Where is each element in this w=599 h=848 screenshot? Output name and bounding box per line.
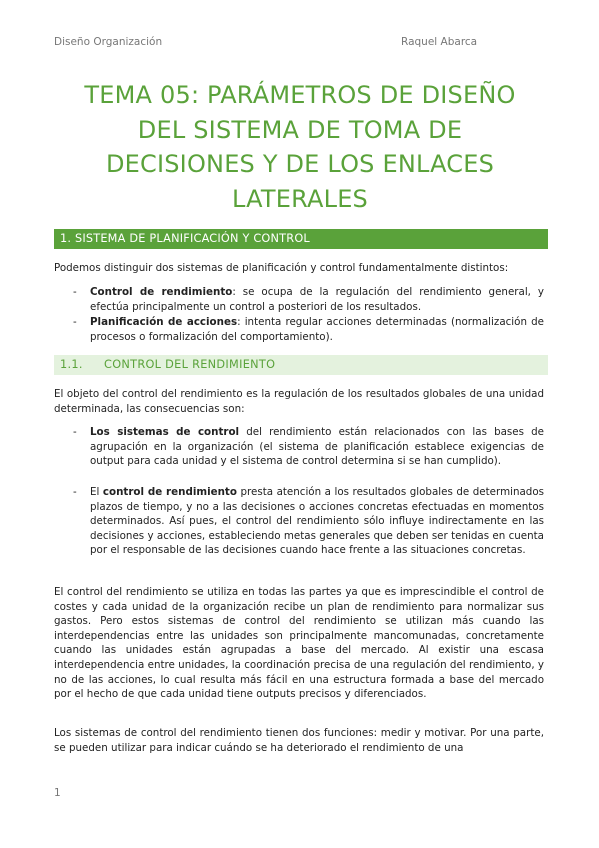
list-item bbox=[73, 425, 544, 469]
paragraph: El control del rendimiento se utiliza en todas las partes ya que es imprescindible el control de costes y cada unidad de la organización recibe un plan de rendimiento para normalizar sus gastos. Pero estos sistemas de control del rendimiento se utilizan más cuando las interdependencias entre las unidades son principalmente mancomunadas, concretamente cuando las unidades están agrupadas a base del mercado. Al existir una escasa interdependencia entre unidades, la coordinación precisa de una regulación del rendimiento, y no de las acciones, lo cual resulta más fácil en una estructura formada a base del mercado por el hecho de que cada unidad tiene outputs precisos y diferenciados. bbox=[54, 586, 544, 701]
subsection-title: CONTROL DEL RENDIMIENTO bbox=[104, 358, 276, 371]
paragraph: Los sistemas de control del rendimiento tienen dos funciones: medir y motivar. Por una parte, se pueden utilizar para indicar cuándo se ha deteriorado el rendimiento de una bbox=[54, 727, 544, 754]
list-item-text: : se ocupa de la regulación del rendimiento general, y efectúa principalmente un control a posteriori de los resultados. bbox=[90, 286, 545, 313]
list-item-text: : intenta regular acciones determinadas (normalización de procesos o formalización del comportamiento). bbox=[90, 316, 544, 343]
header-course: Diseño Organización bbox=[54, 36, 163, 48]
list-dash: - bbox=[73, 286, 77, 298]
list-item-term: control de rendimiento bbox=[102, 486, 237, 498]
list-item-term: Planificación de acciones bbox=[90, 316, 238, 328]
header-author: Raquel Abarca bbox=[401, 36, 478, 48]
title-line: DECISIONES Y DE LOS ENLACES bbox=[105, 150, 495, 178]
title-line: TEMA 05: PARÁMETROS DE DISEÑO bbox=[84, 81, 516, 109]
document-title bbox=[40, 78, 560, 216]
list-item bbox=[73, 285, 545, 314]
page-number: 1 bbox=[54, 787, 61, 799]
list-item-text: del rendimiento están relacionados con las bases de agrupación en la organización (el sistema de planificación establece exigencias de output para cada unidad y el sistema de control determina si se han cumplido). bbox=[90, 426, 544, 468]
list-item-text: presta atención a los resultados globales de determinados plazos de tiempo, y no a las decisiones o acciones concretas efectuadas en momentos determinados. Así pues, el control del rendimiento sólo influye indirectamente en las decisiones y acciones, estableciendo metas generales que deben ser tenidas en cuenta por el responsable de las decisiones cuando hace frente a las situaciones concretas. bbox=[90, 486, 544, 557]
list-item bbox=[73, 315, 544, 344]
list-dash: - bbox=[73, 486, 77, 498]
title-line: DEL SISTEMA DE TOMA DE bbox=[137, 115, 463, 144]
subsection-heading bbox=[54, 355, 548, 375]
list-item: - El control de rendimiento presta atención a los resultados globales de determinados plazos de tiempo, y no a las decisiones o acciones concretas efectuadas en momentos determinados. Así pues, el control del rendimiento sólo influye indirectamente en las decisiones y acciones, estableciendo metas generales que deben ser tenidas en cuenta por el responsable de las decisiones cuando hace frente a las situaciones concretas. bbox=[73, 486, 544, 557]
list-dash: - bbox=[73, 316, 77, 328]
section-heading: 1. SISTEMA DE PLANIFICACIÓN Y CONTROL bbox=[54, 229, 548, 249]
paragraph: El objeto del control del rendimiento es la regulación de los resultados globales de una unidad determinada, las consecuencias son: bbox=[54, 388, 544, 415]
intro-paragraph: Podemos distinguir dos sistemas de planificación y control fundamentalmente distintos: bbox=[54, 262, 509, 274]
list-item-term: Control de rendimiento bbox=[90, 286, 233, 298]
list-dash: - bbox=[73, 426, 77, 438]
title-line: LATERALES bbox=[232, 184, 368, 213]
list-item-term: Los sistemas de control bbox=[90, 426, 240, 438]
subsection-number: 1.1. bbox=[60, 358, 83, 371]
